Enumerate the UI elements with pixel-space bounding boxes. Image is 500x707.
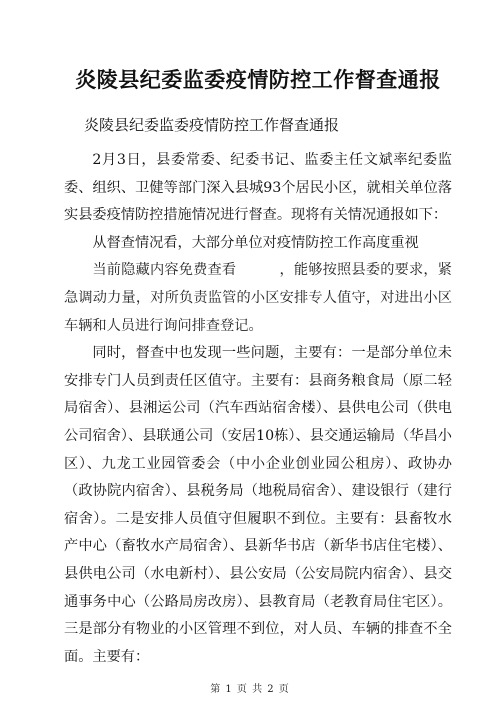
paragraph-problems: 同时，督查中也发现一些问题，主要有：一是部分单位未安排专门人员到责任区值守。主要有：县商务粮食局（原二轻局宿舍）、县湘运公司（汽车西站宿舍楼）、县供电公司（供电公司宿舍）、县联通公司（安居10栋）、县交通运输局（华昌小区）、九龙工业园管委会（中小企业创业园公租房）、政协办（政协院内宿舍）、县税务局（地税局宿舍）、建设银行（建行宿舍）。二是安排人员值守但履职不到位。主要有：县畜牧水产中心（畜牧水产局宿舍）、县新华书店（新华书店住宅楼）、县供电公司（水电新村）、县公安局（公安局院内宿舍）、县交通事务中心（公路局房改房）、县教育局（老教育局住宅区）。三是部分有物业的小区管理不到位，对人员、车辆的排查不全面。主要有： bbox=[64, 345, 452, 665]
document-subtitle: 炎陵县纪委监委疫情防控工作督查通报 bbox=[84, 116, 340, 134]
paragraph-intro: 2月3日，县委常委、纪委书记、监委主任文斌率纪委监委、组织、卫健等部门深入县城93个居民小区，就相关单位落实县委疫情防控措施情况进行督查。现将有关情况通报如下： bbox=[64, 152, 452, 224]
document-title: 炎陵县纪委监委疫情防控工作督查通报 bbox=[75, 67, 441, 92]
paragraph-hidden-content: 当前隐藏内容免费查看 ，能够按照县委的要求，紧急调动力量，对所负责监管的小区安排专人值守，对进出小区车辆和人员进行询问排查登记。 bbox=[64, 262, 452, 334]
page-footer: 第 1 页 共 2 页 bbox=[210, 684, 290, 695]
paragraph-findings: 从督查情况看，大部分单位对疫情防控工作高度重视 bbox=[92, 234, 419, 251]
